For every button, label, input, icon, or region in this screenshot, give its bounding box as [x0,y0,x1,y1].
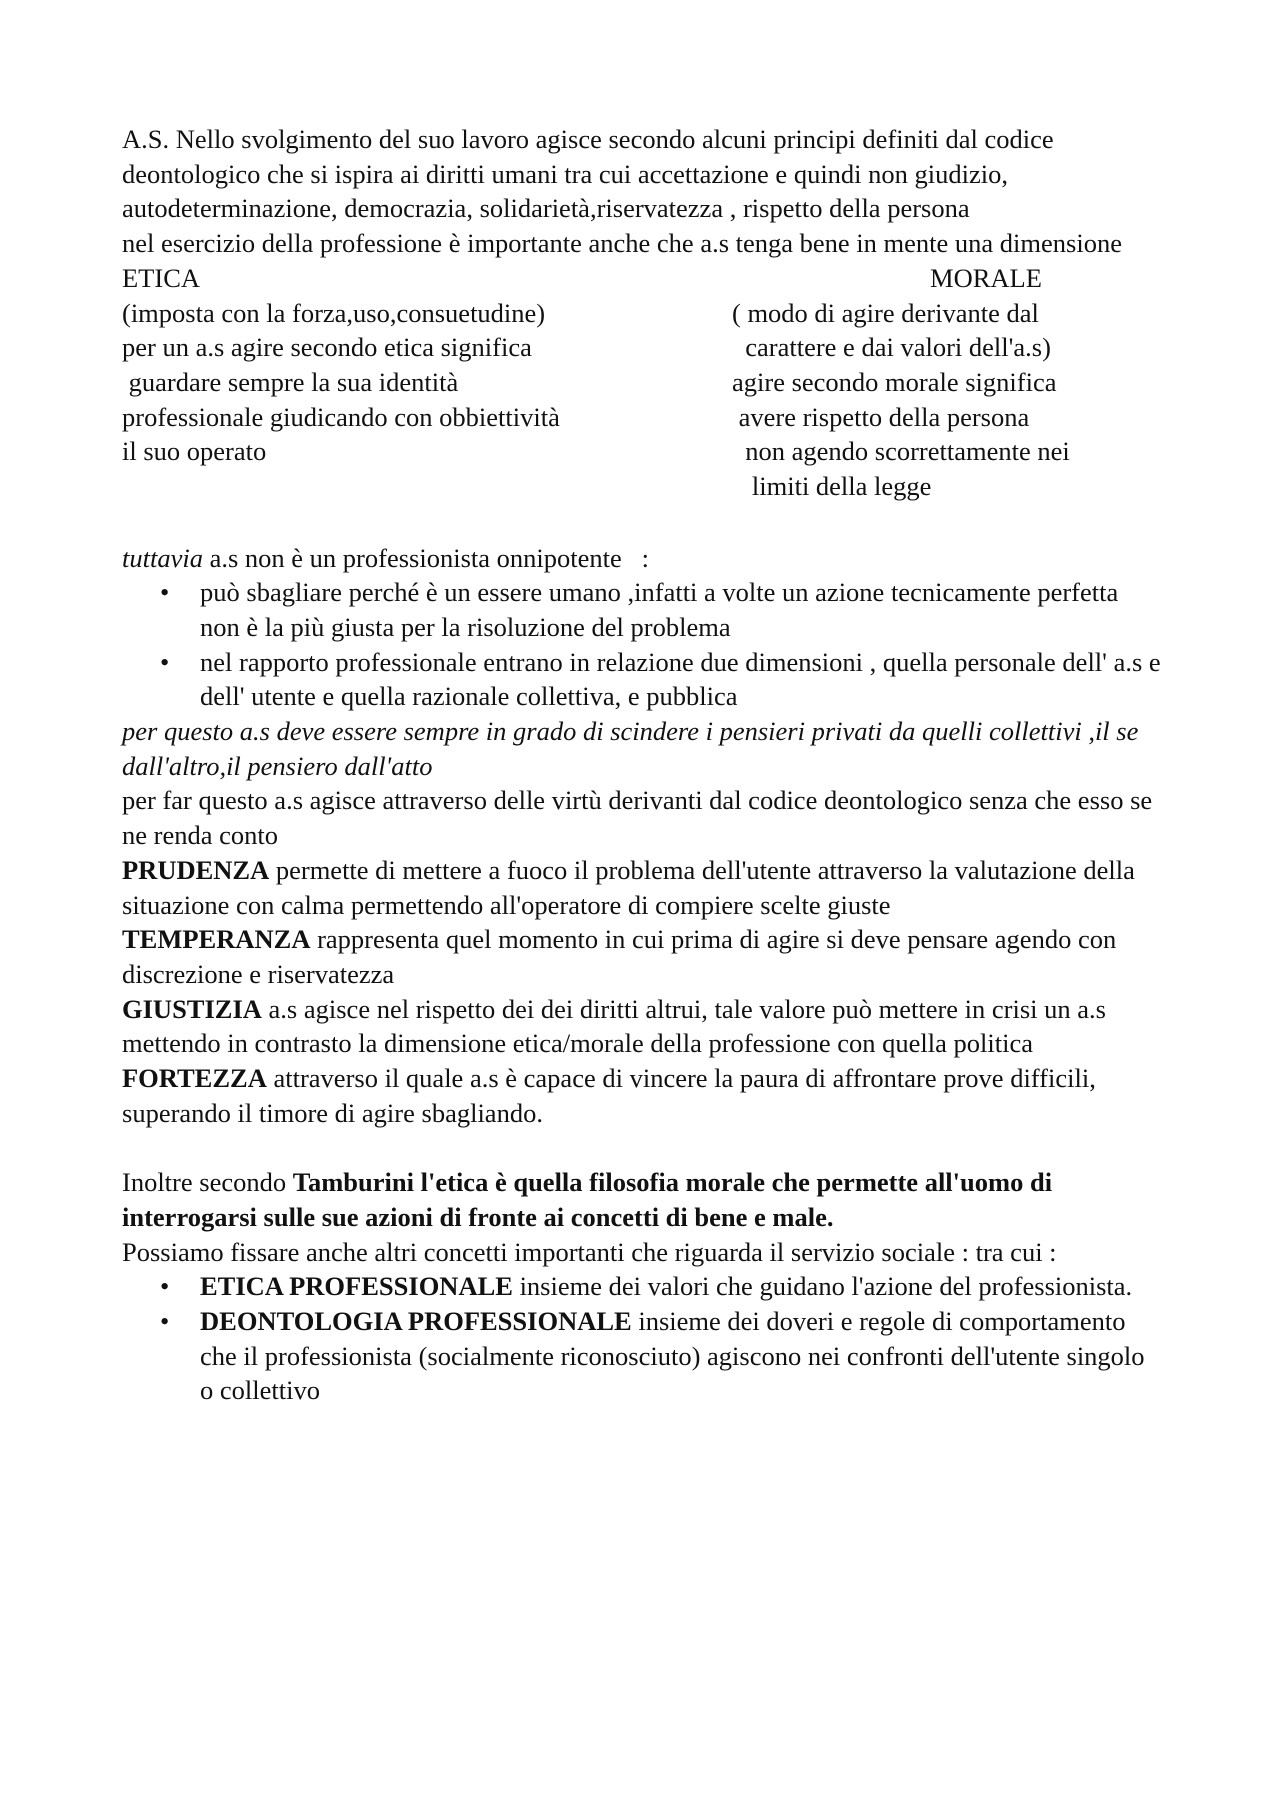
morale-line: limiti della legge [732,471,932,502]
blank-line [122,1130,1162,1165]
etica-line: (imposta con la forza,uso,consuetudine) [122,297,546,328]
intro-paragraph-2: nel esercizio della professione è importante anche che a.s tenga bene in mente una dimensione [122,228,1122,259]
tamburini-prefix: Inoltre secondo [122,1167,293,1198]
bullet-icon: • [160,1305,170,1336]
virtue-name: PRUDENZA [122,854,270,885]
list-item [122,575,1162,644]
morale-line: carattere e dai valori dell'a.s) [732,332,1051,363]
tuttavia-text: a.s non è un professionista onnipotente : [202,542,649,573]
etica-line: il suo operato [122,436,267,467]
virtue-temperanza [122,922,1162,991]
concept-name: DEONTOLOGIA PROFESSIONALE [200,1305,632,1336]
etica-column [122,261,712,469]
virtue-giustizia [122,992,1162,1061]
morale-line: non agendo scorrettamente nei [732,436,1070,467]
bullet-icon: • [160,1271,170,1302]
italic-text: per questo a.s deve essere sempre in grado di scindere i pensieri privati da quelli collettivi ,il se dall'altro,il pensiero dall'atto [122,716,1139,781]
tamburini-bold: Tamburini l'etica è quella filosofia morale che permette all'uomo di interrogarsi sulle sue azioni di fronte ai concetti di bene e male. [122,1167,1053,1232]
bullet-icon: • [160,646,170,677]
virtue-name: TEMPERANZA [122,924,311,955]
etica-line: per un a.s agire secondo etica significa [122,332,532,363]
limits-list [122,575,1162,714]
concepts-list [122,1269,1162,1408]
virtues-intro: per far questo a.s agisce attraverso delle virtù derivanti dal codice deontologico senza che esso se ne renda conto [122,785,1153,851]
virtue-text: rappresenta quel momento in cui prima di agire si deve pensare agendo con discrezione e riservatezza [122,924,1117,989]
virtue-name: FORTEZZA [122,1063,267,1094]
morale-column [732,296,1162,504]
list-item [122,645,1162,714]
morale-header: MORALE [930,262,1042,293]
list-item [122,1269,1162,1304]
etica-line: professionale giudicando con obbiettività [122,401,560,432]
virtue-text: permette di mettere a fuoco il problema dell'utente attraverso la valutazione della situazione con calma permettendo all'operatore di compiere scelte giuste [122,854,1135,920]
morale-line: agire secondo morale significa [732,366,1057,397]
intro-paragraph: A.S. Nello svolgimento del suo lavoro agisce secondo alcuni principi definiti dal codice deontologico che si ispira ai diritti umani tra cui accettazione e quindi non giudizio, autodeterminazione, democrazia, solidarietà,riservatezza , rispetto della persona [122,124,1054,224]
list-item-text: nel rapporto professionale entrano in relazione due dimensioni , quella personale dell' a.s e dell' utente e quella razionale collettiva, e pubblica [200,646,1161,712]
list-item-text: può sbagliare perché è un essere umano ,infatti a volte un azione tecnicamente perfetta non è la più giusta per la risoluzione del problema [200,577,1119,642]
italic-paragraph [122,714,1162,783]
concept-text: insieme dei doveri e regole di comportamento che il professionista (socialmente riconosciuto) agiscono nei confronti dell'utente singolo o collettivo [200,1305,1145,1406]
virtue-name: GIUSTIZIA [122,993,262,1024]
morale-line: ( modo di agire derivante dal [732,297,1039,328]
concept-name: ETICA PROFESSIONALE [200,1271,513,1302]
virtue-prudenza [122,853,1162,922]
concepts-intro: Possiamo fissare anche altri concetti importanti che riguarda il servizio sociale : tra cui : [122,1236,1057,1267]
tamburini-paragraph [122,1165,1162,1234]
etica-line: guardare sempre la sua identità [122,366,459,397]
etica-header: ETICA [122,262,201,293]
tuttavia-line [122,541,1162,576]
blank-line [122,506,1162,541]
virtue-text: a.s agisce nel rispetto dei dei diritti altrui, tale valore può mettere in crisi un a.s mettendo in contrasto la dimensione etica/morale della professione con quella politica [122,993,1106,1059]
etica-morale-columns [122,261,1162,506]
bullet-icon: • [160,577,170,608]
document-page [122,122,1162,1408]
tuttavia-italic: tuttavia [122,542,203,573]
morale-line: avere rispetto della persona [732,401,1030,432]
virtue-fortezza [122,1061,1162,1130]
list-item [122,1304,1162,1408]
virtue-text: attraverso il quale a.s è capace di vincere la paura di affrontare prove difficili, superando il timore di agire sbagliando. [122,1063,1096,1128]
concept-text: insieme dei valori che guidano l'azione del professionista. [512,1271,1133,1302]
